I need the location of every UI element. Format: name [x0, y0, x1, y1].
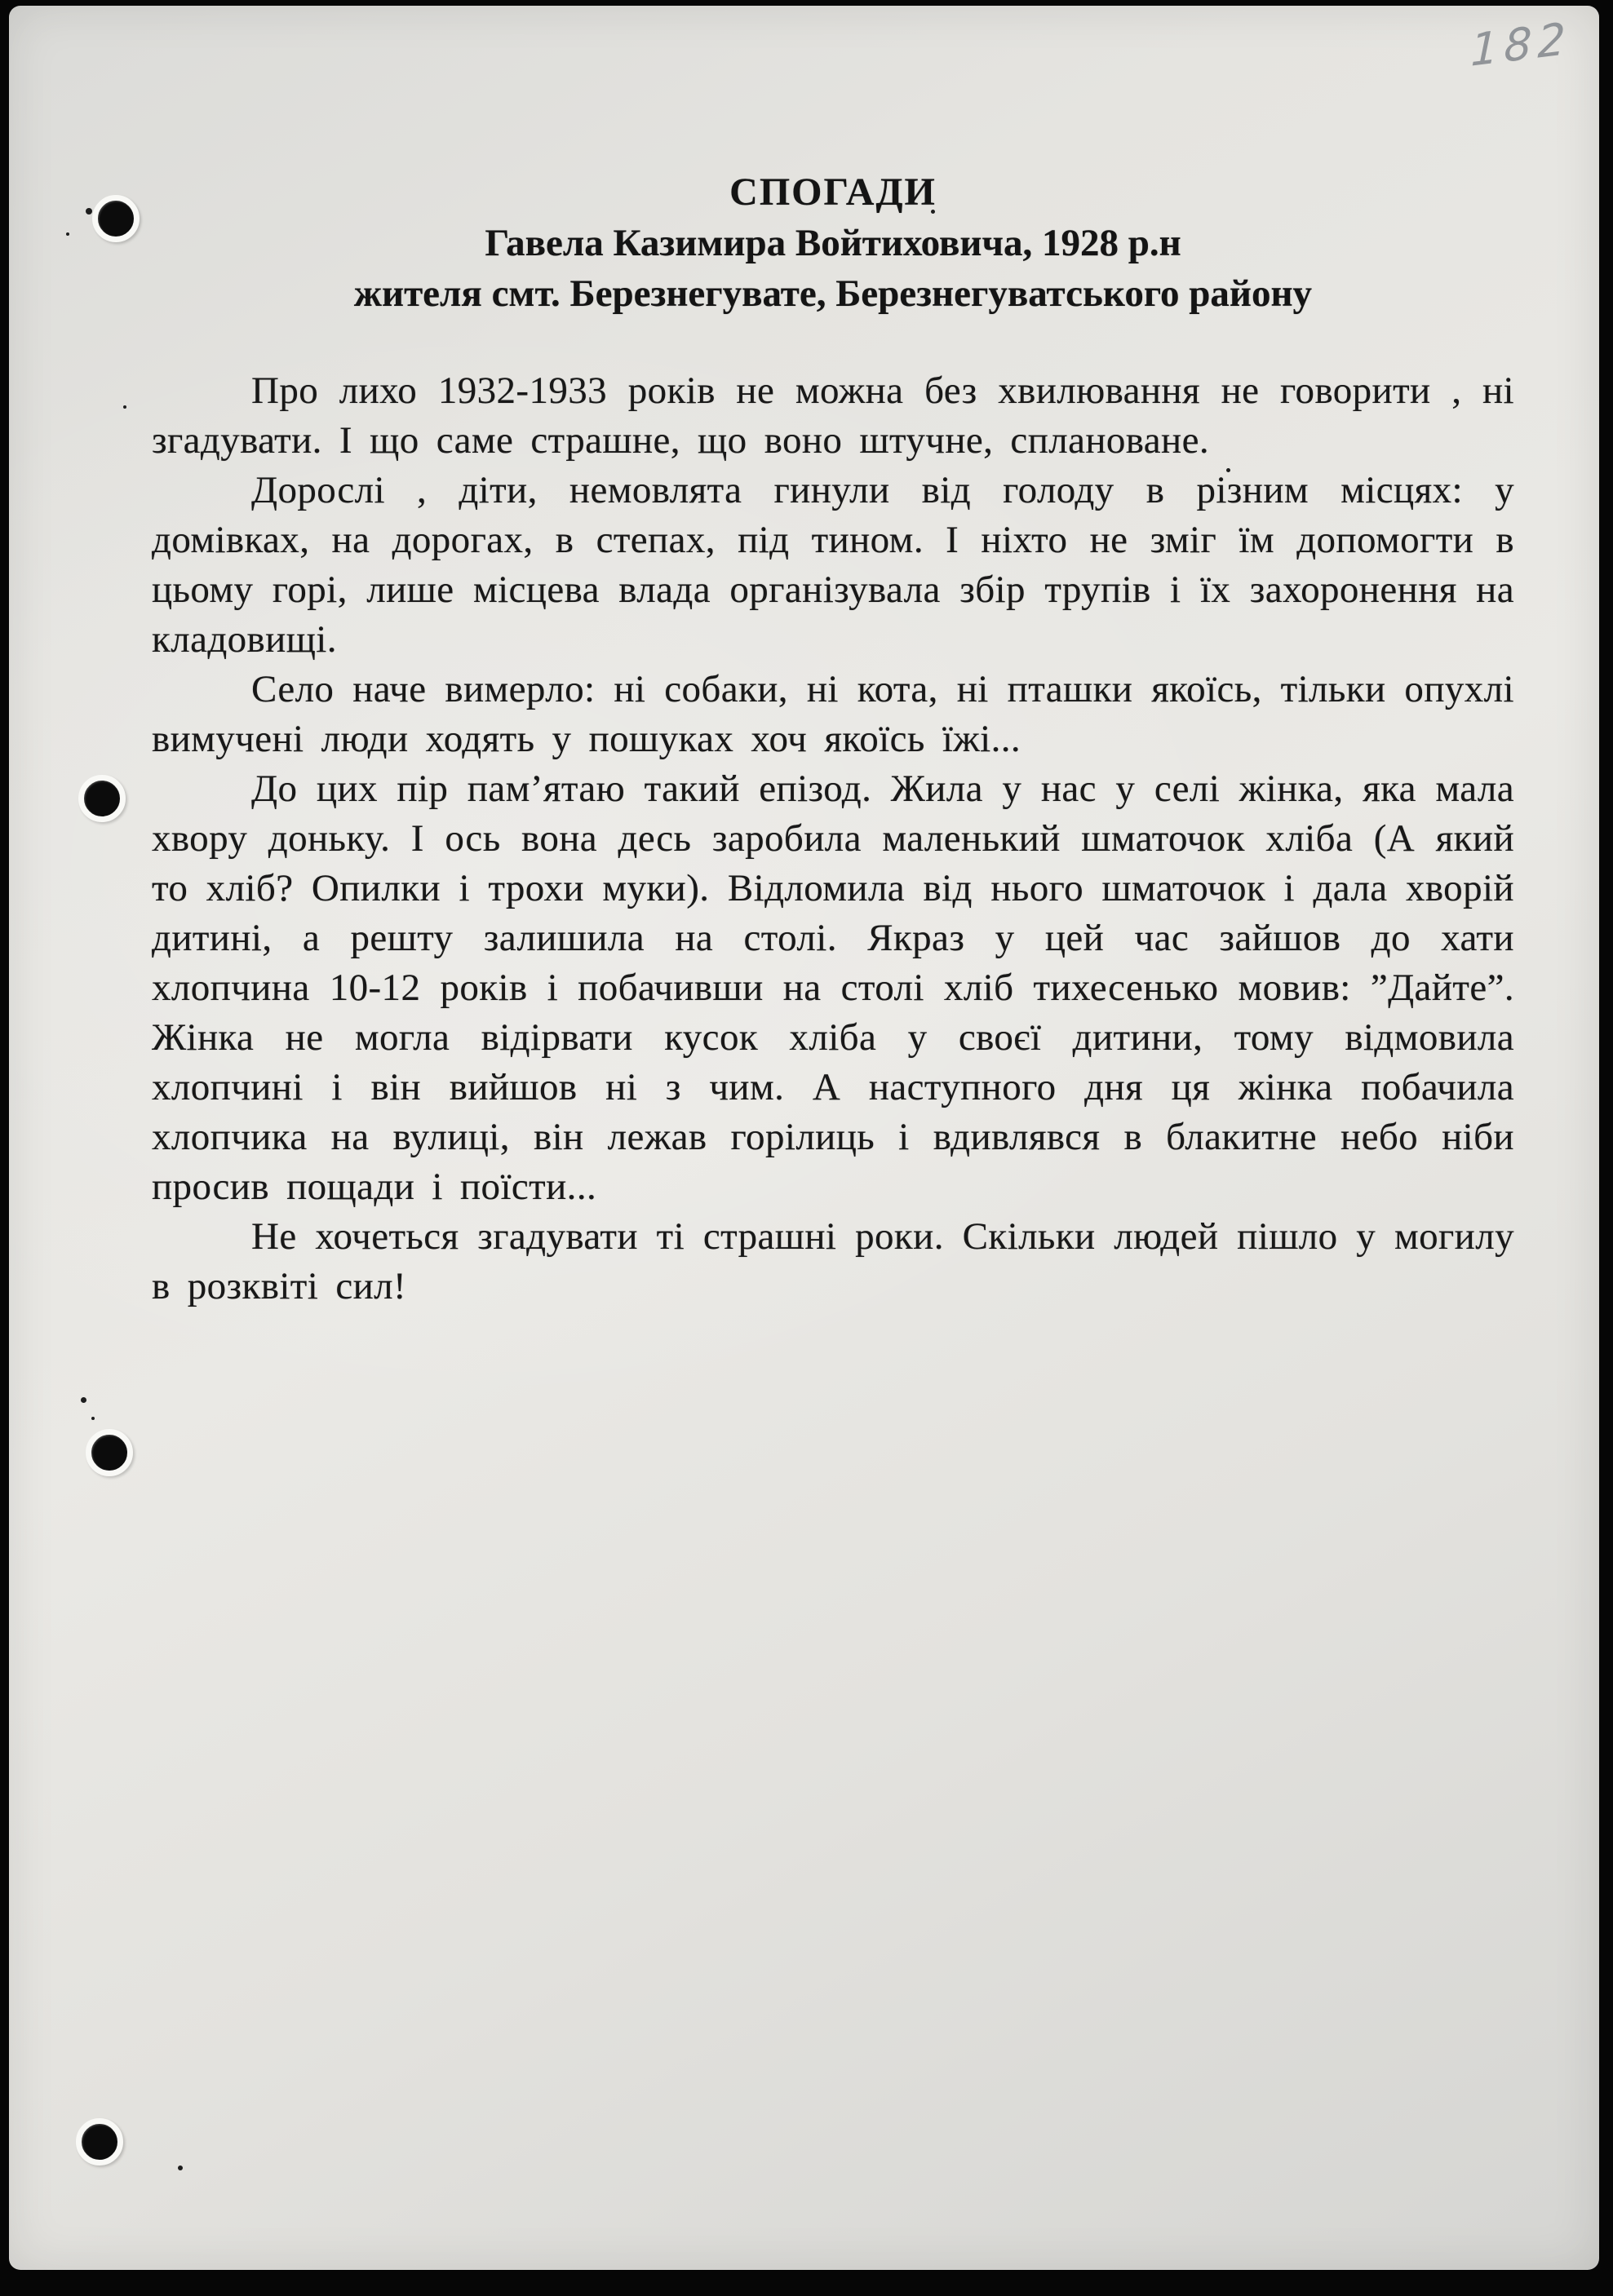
dust-speck	[91, 1417, 95, 1420]
scanned-page	[9, 6, 1599, 2270]
residence-line: жителя смт. Березнегувате, Березнегуватського району	[353, 272, 1313, 315]
dust-speck	[66, 232, 69, 236]
memoir-text	[152, 366, 1514, 1312]
hole-punch-1	[92, 195, 140, 242]
author-line: Гавела Казимира Войтиховича, 1928 р.н	[485, 222, 1181, 264]
hole-punch-2	[78, 775, 126, 822]
paragraph-2: Дорослі , діти, немовлята гинули від голоду в різним місцях: у домівках, на дорогах, в степах, під тином. І ніхто не зміг їм допомогти в цьому горі, лише місцева влада організувала збір трупів і їх захоронення на кладовищі.	[152, 469, 1514, 661]
paragraph-4: До цих пір пам’ятаю такий епізод. Жила у нас у селі жінка, яка мала хвору доньку. І ось вона десь заробила маленький шматочок хліба (А який то хліб? Опилки і трохи муки). Відломила від нього шматочок і дала хворій дитині, а решту залишила на столі. Якраз у цей час зайшов до хати хлопчина 10-12 років і побачивши на столі хліб тихесенько мовив: ”Дайте”. Жінка не могла відірвати кусок хліба у своєї дитини, тому відмовила хлопчині і він вийшов ні з чим. А наступного дня ця жінка побачила хлопчика на вулиці, він лежав горілиць і вдивлявся в блакитне небо ніби просив пощади і поїсти...	[152, 768, 1514, 1208]
title-block	[152, 167, 1514, 319]
dust-speck	[123, 405, 126, 409]
document-title: СПОГАДИ	[729, 170, 937, 214]
handwritten-page-number: 182	[1469, 12, 1572, 77]
hole-punch-3	[86, 1429, 133, 1476]
dust-speck	[178, 2165, 183, 2170]
paragraph-1: Про лихо 1932-1933 років не можна без хвилювання не говорити , ні згадувати. І що саме страшне, що воно штучне, сплановане.	[152, 369, 1514, 462]
paragraph-3: Село наче вимерло: ні собаки, ні кота, ні пташки якоїсь, тільки опухлі вимучені люди ходять у пошуках хоч якоїсь їжі...	[152, 668, 1514, 760]
paragraph-5: Не хочеться згадувати ті страшні роки. Скільки людей пішло у могилу в розквіті сил!	[152, 1215, 1514, 1307]
hole-punch-4	[76, 2118, 123, 2165]
dust-speck	[86, 208, 92, 215]
dust-speck	[81, 1397, 86, 1403]
